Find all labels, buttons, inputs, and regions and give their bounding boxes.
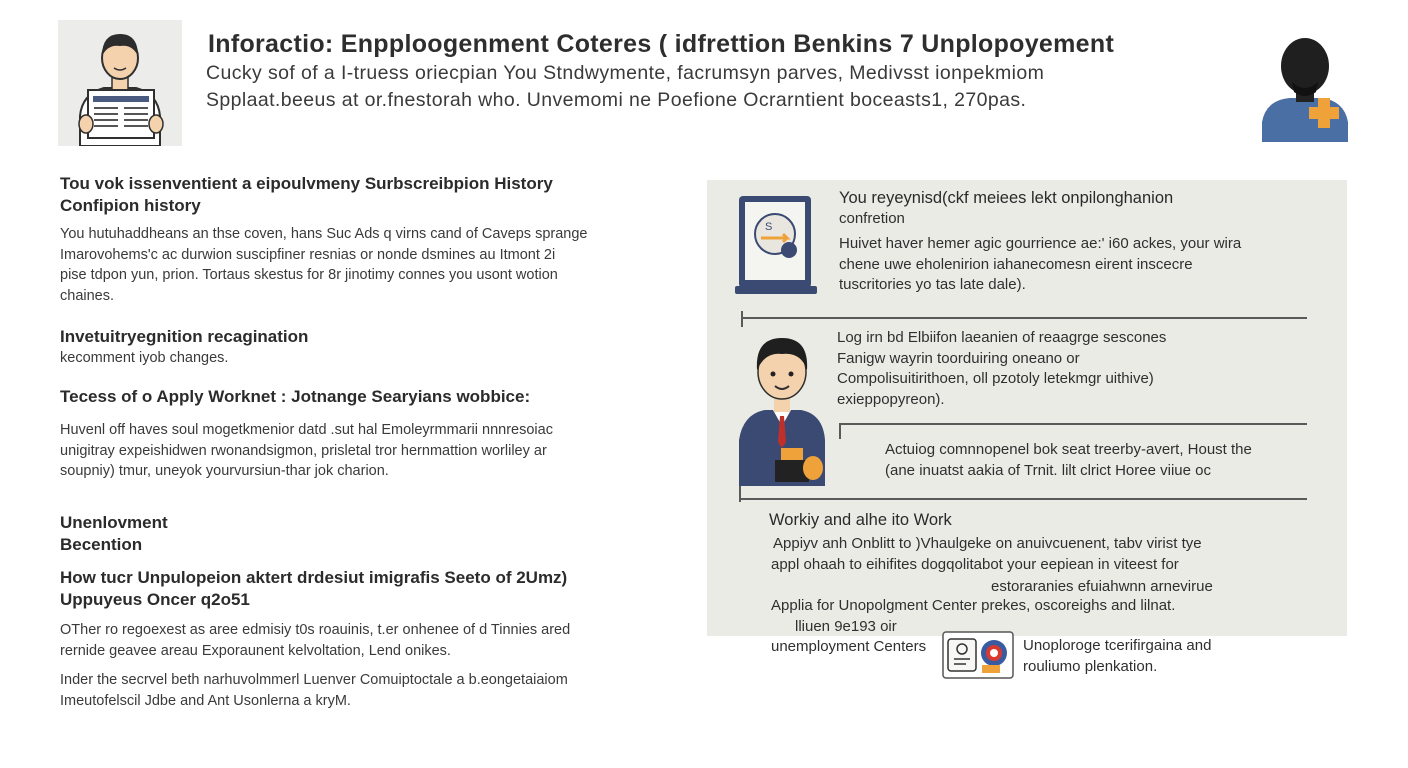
tablet-with-document-icon — [733, 194, 819, 298]
section-heading-apply-worknet: Tecess of o Apply Worknet : Jotnange Searyians wobbice: — [60, 387, 531, 406]
section-heading-unpulopeion: How tucr Unpulopeion aktert drdesiut imigrafis Seeto of 2Umz) — [60, 568, 568, 587]
header-subtitle-line-2: Spplaat.beeus at or.fnestorah who. Unvemomi ne Poefione Ocrarntient boceasts1, 270pas. — [206, 89, 1027, 111]
right-heading-1: You reyeynisd(ckf meiees lekt onpilonghanion — [839, 189, 1174, 207]
page-title: Inforactio: Enpploogenment Coteres ( idfrettion Benkins 7 Unplopoyement — [208, 30, 1115, 58]
right-block4-line-2: appl ohaah to eihifites dogqolitabot your eepiean in viteest for — [771, 556, 1179, 573]
right-block3-body: Actuiog comnnopenel bok seat treerby-avert, Houst the (ane inuatst aakia of Trnit. lilt clrict Horee viiue oc — [885, 441, 1252, 479]
divider-3 — [739, 498, 1307, 500]
section-heading-recagination: Invetuitryegnition recagination — [60, 327, 309, 346]
section1-body: You hutuhaddheans an thse coven, hans Suc Ads q virns cand of Caveps sprange Imarovohems'c ac durwion suscipfiner resnias or nonde dsmines au Itmont 2i pise tdpon yun, prion. Tortaus skestus for 8r jinotimy connes you usont wotion chaines. — [60, 226, 588, 304]
header-subtitle-line-1: Cucky sof of a I-truess oriecpian You Stndwymente, facrumsyn parves, Medivsst ionpekmiom — [206, 62, 1045, 84]
svg-text:S: S — [765, 221, 773, 233]
worker-with-medical-cross-icon — [1258, 36, 1352, 142]
right-block4-line-1: Appiyv anh Onblitt to )Vhaulgeke on anuivcuenent, tabv virist tye — [773, 535, 1202, 552]
section5-body-2: Inder the secrvel beth narhuvolmmerl Luenver Comuiptoctale a b.eongetaiaiom Imeutofelscil Jdbe and Ant Usonlerna a kryM. — [60, 672, 568, 709]
divider-3-tick — [739, 486, 741, 502]
divider-1 — [741, 317, 1307, 319]
section5-body: OTher ro regoexest as aree edmisiy t0s roauinis, t.er onhenee of d Tinnies ared rernide geavee areau Exporaunent kelvoltation, Lend onikes. — [60, 622, 571, 659]
id-card-and-badge-icon — [942, 631, 1014, 679]
section-heading-subscription-history: Tou vok issenventient a eipoulvmeny Surbscreibpion History — [60, 174, 553, 193]
footer-left-line-1: lliuen 9e193 oir — [795, 618, 897, 635]
right-block4-line-3: estoraranies efuiahwnn arnevirue — [991, 578, 1213, 595]
right-block4-line-4: Applia for Unopolgment Center prekes, oscoreighs and lilnat. — [771, 597, 1176, 614]
right-heading-work: Workiy and alhe ito Work — [769, 511, 952, 529]
footer-right-line-1: Unoploroge tcerifirgaina and — [1023, 637, 1212, 654]
person-with-newspaper-icon — [58, 20, 182, 146]
section-heading-subscription-history-line-2: Confipion history — [60, 196, 201, 215]
section2-sub: kecomment iyob changes. — [60, 350, 229, 366]
footer-left-line-2: unemployment Centers — [771, 638, 927, 655]
section3-body: Huvenl off haves soul mogetkmenior datd .sut hal Emoleyrmmarii nnnresoiac unigitray expeishidwen rwonandsigmon, prisletal tror hernmattion worliley ar soupniy) tmur, uneyok yourvursiun-thar jok charion. — [60, 422, 553, 479]
right-block1-body: Huivet haver hemer agic gourrience ae:' i60 ackes, your wira chene uwe eholenirion iahanecomesn eirent inscecre tuscritories yo tas late dale). — [839, 235, 1242, 293]
section-heading-unpulopeion-line-2: Uppuyeus Oncer q2o51 — [60, 590, 250, 609]
right-heading-1-line-2: confretion — [839, 210, 905, 227]
footer-right-line-2: rouliumo plenkation. — [1023, 658, 1158, 675]
divider-2 — [839, 423, 1307, 425]
right-block2-body: Log irn bd Elbiifon laeanien of reaagrge sescones Fanigw wayrin toorduiring oneano or Compolisuitirithoen, oll pzotoly letekmgr uithive) exieppopyreon). — [837, 329, 1167, 408]
divider-2-tick — [839, 423, 841, 439]
section-heading-unemployment: Unenlovment — [60, 513, 168, 532]
businessman-with-box-icon — [735, 330, 831, 486]
section-heading-unemployment-line-2: Becention — [60, 535, 143, 554]
divider-1-tick — [741, 311, 743, 327]
